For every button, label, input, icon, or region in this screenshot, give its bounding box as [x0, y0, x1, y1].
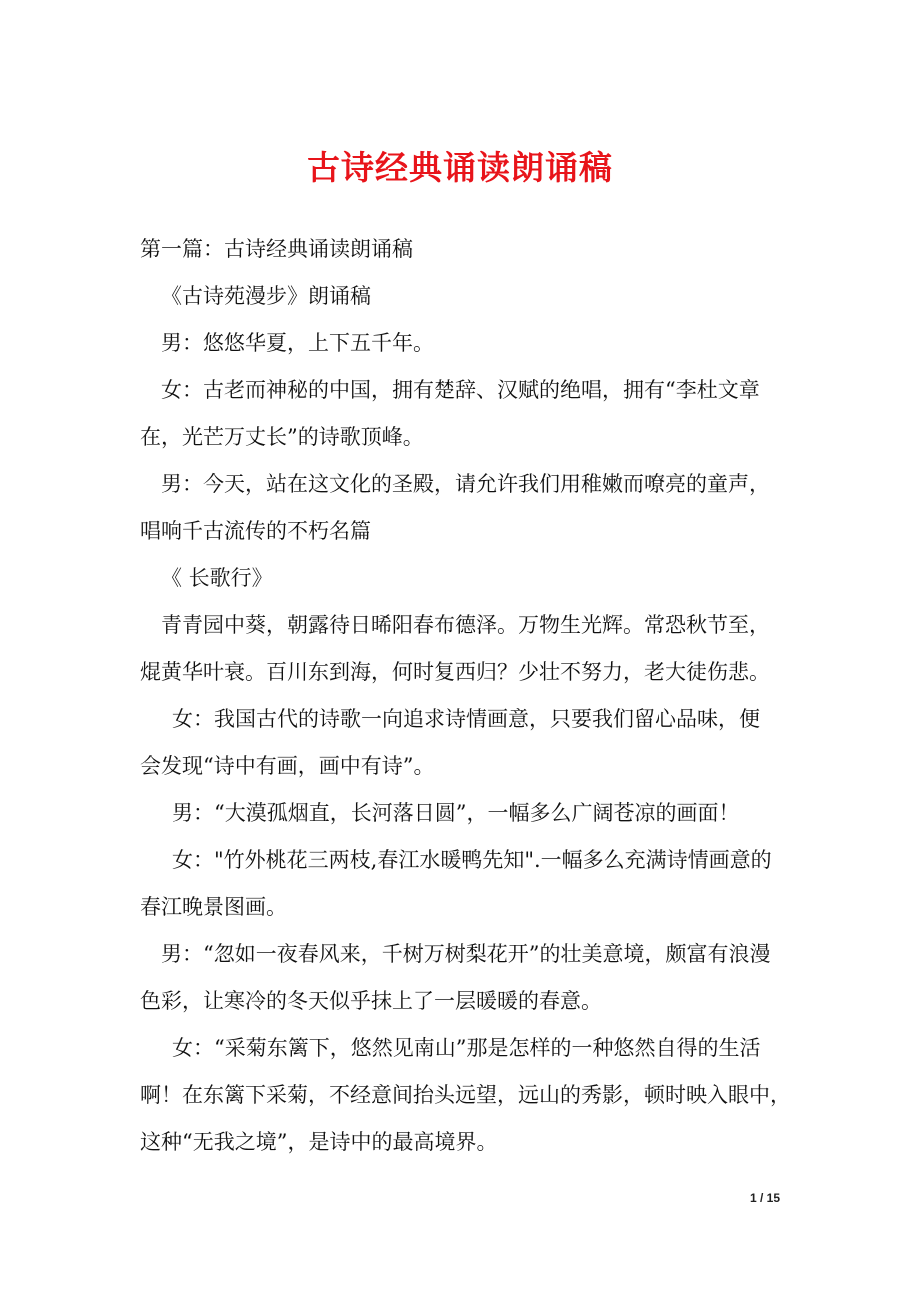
- poem-line: 焜黄华叶衰。百川东到海，何时复西归？少壮不努力，老大徒伤悲。: [140, 660, 770, 684]
- section-heading: 第一篇：古诗经典诵读朗诵稿: [140, 237, 413, 261]
- paragraph-line: 男：“大漠孤烟直，长河落日圆”，一幅多么广阔苍凉的画面！: [172, 801, 740, 825]
- paragraph-line: 这种“无我之境”，是诗中的最高境界。: [140, 1130, 498, 1154]
- paragraph-line: 会发现“诗中有画，画中有诗”。: [140, 754, 435, 778]
- paragraph-line: 春江晚景图画。: [140, 895, 287, 919]
- document-body: [140, 226, 790, 1166]
- poem-line: 青青园中葵，朝露待日晞阳春布德泽。万物生光辉。常恐秋节至，: [161, 613, 770, 637]
- paragraph-line: 《古诗苑漫步》朗诵稿: [161, 284, 371, 308]
- paragraph-line: 男：“忽如一夜春风来，千树万树梨花开”的壮美意境，颇富有浪漫: [161, 942, 771, 966]
- paragraph-line: 女："竹外桃花三两枝,春江水暖鸭先知".一幅多么充满诗情画意的: [172, 848, 772, 872]
- paragraph-line: 啊！在东篱下采菊，不经意间抬头远望，远山的秀影，顿时映入眼中，: [140, 1083, 791, 1107]
- paragraph-line: 女：古老而神秘的中国，拥有楚辞、汉赋的绝唱，拥有“李杜文章: [161, 378, 760, 402]
- paragraph-line: 女：“采菊东篱下，悠然见南山”那是怎样的一种悠然自得的生活: [172, 1036, 761, 1060]
- paragraph-line: 唱响千古流传的不朽名篇: [140, 519, 371, 543]
- paragraph-line: 男：悠悠华夏，上下五千年。: [161, 331, 434, 355]
- paragraph-line: 色彩，让寒冷的冬天似乎抹上了一层暖暖的春意。: [140, 989, 602, 1013]
- paragraph-line: 在，光芒万丈长”的诗歌顶峰。: [140, 425, 424, 449]
- document-title: 古诗经典诵读朗诵稿: [307, 148, 613, 187]
- poem-title-line: 《 长歌行》: [161, 566, 273, 590]
- paragraph-line: 女：我国古代的诗歌一向追求诗情画意，只要我们留心品味，便: [172, 707, 760, 731]
- paragraph-line: 男：今天，站在这文化的圣殿，请允许我们用稚嫩而嘹亮的童声，: [161, 472, 770, 496]
- page-number: 1 / 15: [749, 1191, 780, 1205]
